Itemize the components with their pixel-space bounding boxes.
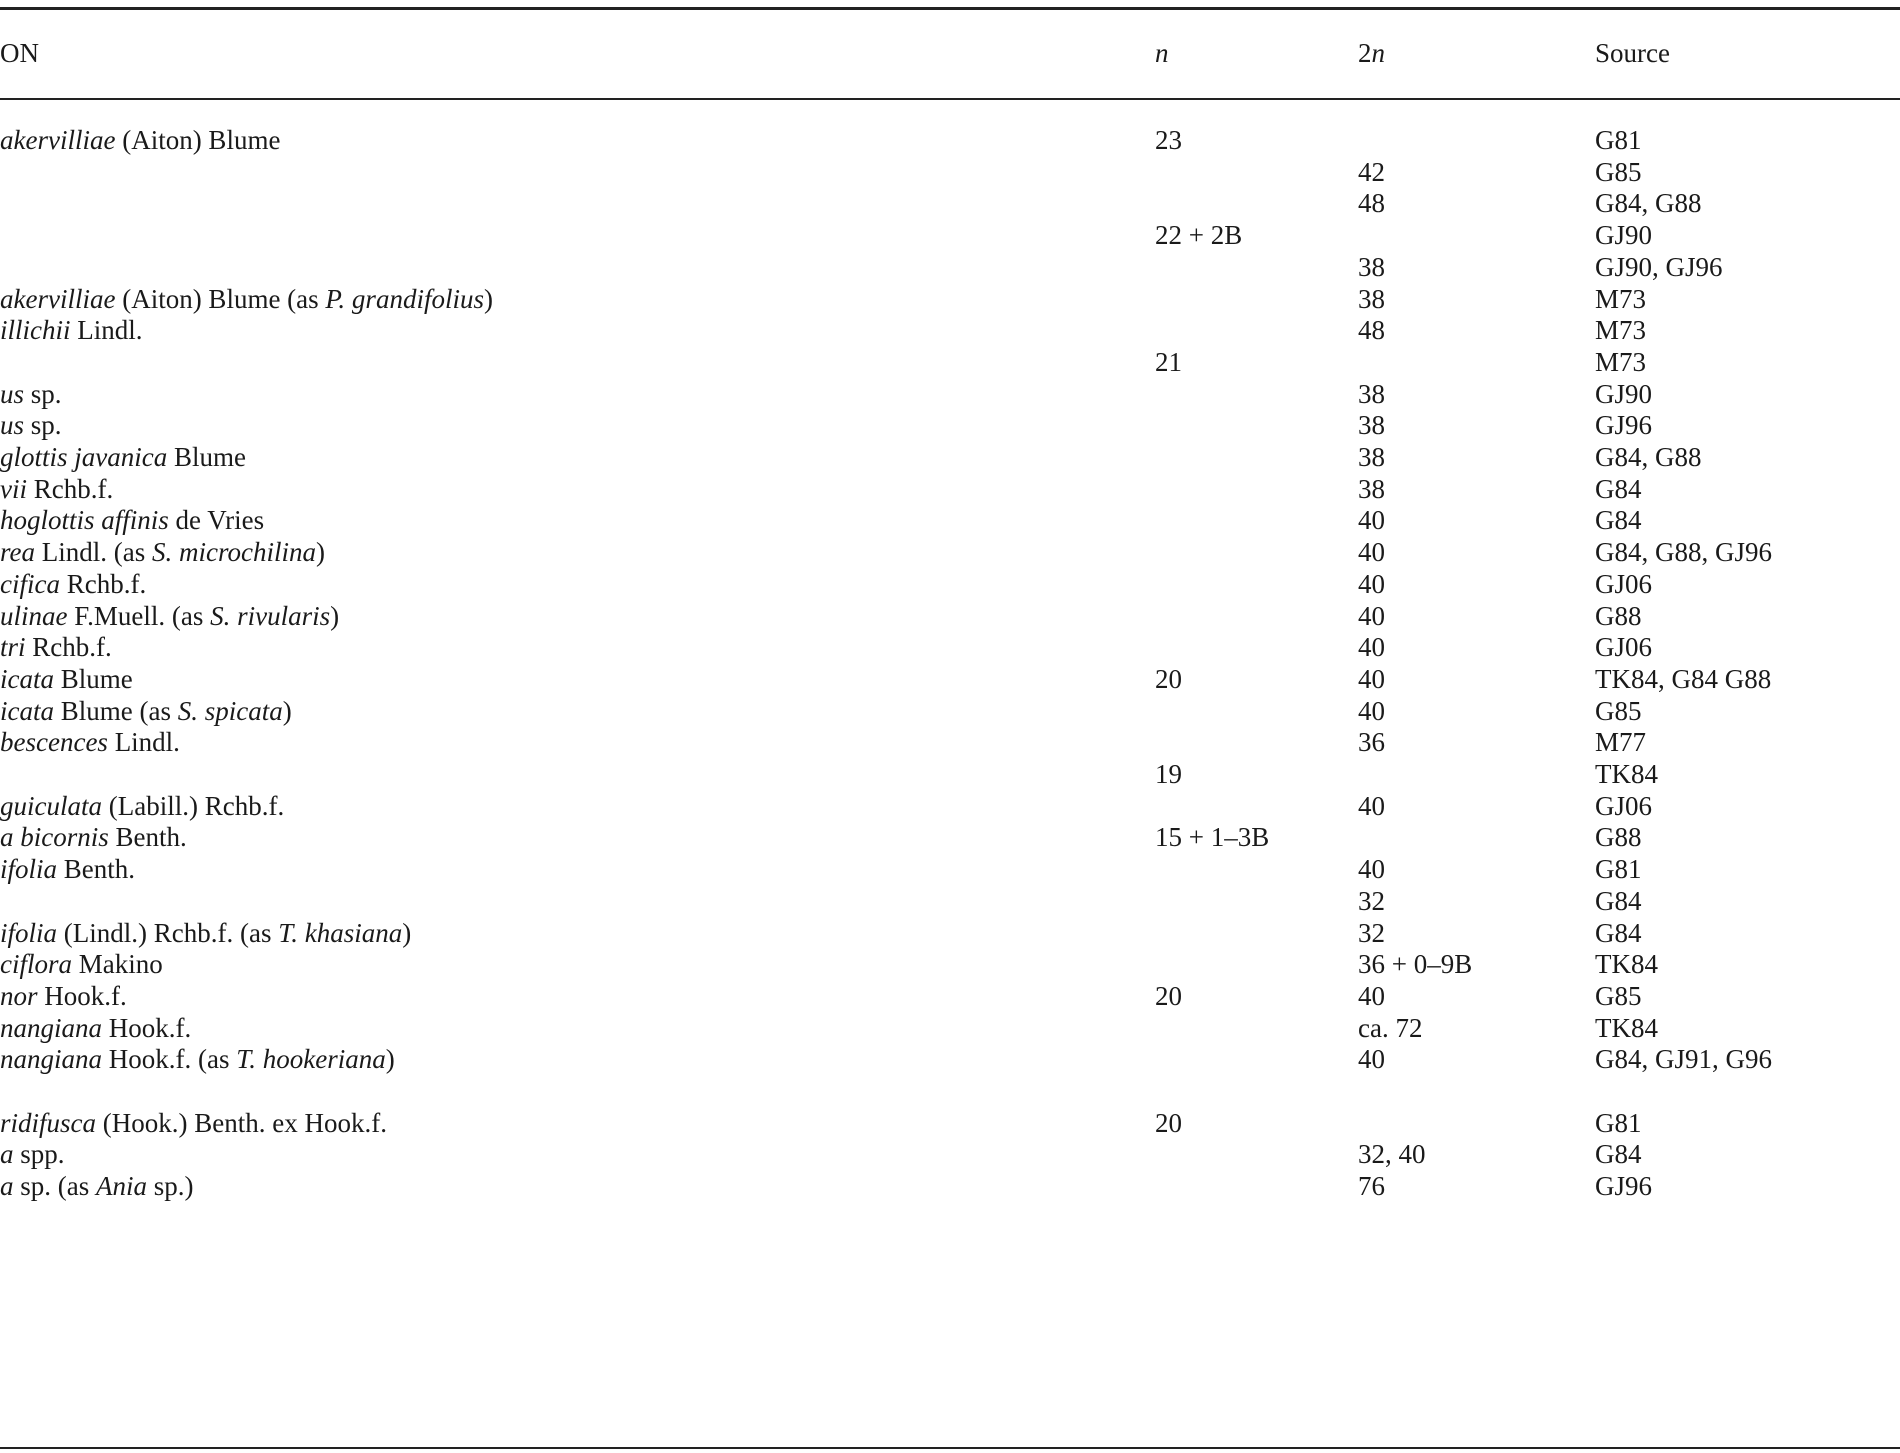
cell-2n: 40 [1358,790,1385,821]
taxon-name-italic: hoglottis affinis [0,505,169,536]
taxon-text: Hook.f. (as [102,1044,237,1075]
taxon-text: sp. (as [13,1171,96,1202]
taxon-name-italic: T. hookeriana [236,1044,386,1075]
cell-source: G81 [1595,854,1642,885]
cell-source: G84 [1595,917,1642,948]
cell-source: G84 [1595,473,1642,504]
cell-2n: 76 [1358,1171,1385,1202]
taxon-text: (Aiton) Blume [115,125,281,155]
taxon-text: de Vries [168,505,265,536]
table-row [0,1167,1900,1205]
taxon-name-italic: glottis javanica [0,442,168,472]
taxon-name-italic: nor [0,980,38,1011]
taxon-text: ) [315,537,325,568]
taxon-name-italic: icata [0,663,54,694]
cell-2n: 32, 40 [1358,1139,1426,1170]
cell-n: 21 [1155,346,1182,377]
cell-source: GJ90, GJ96 [1595,251,1723,282]
taxon-text: ) [402,917,412,948]
cell-2n: 32 [1358,917,1385,948]
cell-2n: 40 [1358,854,1385,885]
cell-2n: 38 [1358,251,1385,282]
taxon-text: (Lindl.) Rchb.f. (as [57,917,279,948]
taxon-name-italic: guiculata [0,790,102,821]
taxon-name-italic: a bicornis [0,822,109,853]
taxon-name-italic: us [0,410,25,441]
taxon-name-italic: akervilliae [0,283,116,314]
taxon-name-italic: ridifusca [0,1107,97,1138]
taxon-name-italic: vii [0,473,27,504]
cell-n: 20 [1155,1107,1182,1138]
cell-source: G84, G88 [1595,442,1702,472]
cell-source: M73 [1595,315,1647,346]
cell-n: 20 [1155,980,1182,1011]
taxon-text: Lindl. (as [35,537,152,568]
taxon-text: (Hook.) Benth. ex Hook.f. [96,1107,387,1138]
taxon-name-italic: a [0,1171,14,1202]
cell-source: M73 [1595,346,1647,377]
cell-source: M73 [1595,283,1647,314]
cell-source: G84, G88 [1595,188,1702,219]
taxon-name-italic: ciflora [0,949,72,980]
taxon-text: ) [282,695,292,726]
cell-source: G85 [1595,156,1642,187]
taxon-text: F.Muell. (as [67,600,211,631]
taxon-name-italic: rea [0,537,35,568]
taxon-text: ) [330,600,340,631]
cell-source: GJ06 [1595,568,1653,599]
cell-2n: 40 [1358,980,1385,1011]
header-2n [1358,36,1385,70]
taxon-name-italic: us [0,378,25,409]
cell-source: G88 [1595,600,1642,631]
cell-2n: 38 [1358,442,1385,472]
taxon-text: Rchb.f. [25,632,112,663]
taxon-text: Lindl. [70,315,143,346]
taxon-text: Hook.f. [102,1012,192,1043]
taxon-name-italic: icata [0,695,54,726]
cell-2n: 40 [1358,505,1385,536]
cell-2n: 40 [1358,695,1385,726]
cell-source: G84, GJ91, G96 [1595,1044,1773,1075]
cell-source: TK84 [1595,759,1658,789]
taxon-name-italic: bescences [0,727,108,758]
taxon-name-italic: akervilliae [0,125,116,155]
cell-2n: 48 [1358,315,1385,346]
cell-n: 20 [1155,663,1182,694]
taxon-text: ) [385,1044,395,1075]
cell-source: G84 [1595,885,1642,916]
cell-2n: 48 [1358,188,1385,219]
cell-source: G84, G88, GJ96 [1595,537,1773,568]
taxon-name-italic: P. grandifolius [325,283,484,314]
cell-2n: 40 [1358,600,1385,631]
cell-source: G81 [1595,125,1642,155]
taxon-text: Benth. [108,822,187,853]
header-2n-variable: n [1371,38,1385,68]
cell-2n: 38 [1358,473,1385,504]
cell-n: 22 + 2B [1155,220,1243,251]
taxon-text: ) [483,283,493,314]
cell-2n: 40 [1358,632,1385,663]
cell-n: 15 + 1–3B [1155,822,1270,853]
taxon-name-italic: nangiana [0,1012,103,1043]
cell-2n: 40 [1358,1044,1385,1075]
cell-2n: 40 [1358,568,1385,599]
taxon-text: Rchb.f. [27,473,114,504]
header-source: Source [1595,38,1670,68]
cell-source: GJ06 [1595,632,1653,663]
cell-2n: 32 [1358,885,1385,916]
cell-source: G84 [1595,505,1642,536]
taxon-name-italic: S. spicata [177,695,283,726]
cell-source: GJ96 [1595,1171,1653,1202]
cell-2n: 42 [1358,156,1385,187]
taxon-name-italic: nangiana [0,1044,103,1075]
cell-source: G85 [1595,980,1642,1011]
cell-2n: 38 [1358,378,1385,409]
cell-2n: 36 + 0–9B [1358,949,1473,980]
cell-2n: 38 [1358,410,1385,441]
cell-2n: 40 [1358,537,1385,568]
cell-2n: 36 [1358,727,1385,758]
cell-2n: ca. 72 [1358,1012,1423,1043]
taxon-name-italic: ulinae [0,600,68,631]
taxon-text: spp. [13,1139,65,1170]
table-bottom-rule [0,1447,1900,1449]
taxon-text: Makino [72,949,163,980]
table-top-rule [0,7,1900,10]
header-n: n [1155,38,1169,68]
taxon-text: Blume (as [54,695,178,726]
taxon-text: sp.) [147,1171,194,1202]
header-2n-number: 2 [1358,38,1372,68]
taxon-text: Benth. [57,854,136,885]
taxon-text: (Labill.) Rchb.f. [102,790,285,821]
cell-source: G85 [1595,695,1642,726]
cell-n: 19 [1155,759,1182,789]
cell-source: TK84 [1595,1012,1658,1043]
taxon-text: Blume [54,663,133,694]
taxon-text: sp. [24,378,62,409]
taxon-name-italic: S. microchilina [151,537,316,568]
taxon-name-italic: cifica [0,568,60,599]
cell-source: G84 [1595,1139,1642,1170]
taxon-text: Hook.f. [37,980,127,1011]
cell-n: 23 [1155,125,1182,155]
taxon-text: Lindl. [107,727,180,758]
table-row [0,1040,1900,1078]
taxon-text: Rchb.f. [59,568,147,599]
cell-source: TK84, G84 G88 [1595,663,1772,694]
taxon-name-italic: a [0,1139,14,1170]
taxon-name-italic: S. rivularis [210,600,331,631]
taxon-name-italic: ifolia [0,917,58,948]
cell-2n: 40 [1358,663,1385,694]
taxon-name-italic: tri [0,632,26,663]
taxon-name-italic: Ania [96,1171,147,1202]
cell-source: GJ90 [1595,378,1653,409]
taxon-name-italic: illichii [0,315,71,346]
header-taxon: ON [0,38,39,68]
cell-source: G81 [1595,1107,1642,1138]
cell-source: G88 [1595,822,1642,853]
cell-source: GJ90 [1595,220,1653,251]
taxon-name-italic: T. khasiana [278,917,403,948]
table-header-rule [0,98,1900,100]
cell-source: M77 [1595,727,1647,758]
taxon-text: Blume [167,442,246,472]
cell-source: GJ96 [1595,410,1653,441]
taxon-text: (Aiton) Blume (as [115,283,326,314]
cell-taxon [0,1040,395,1078]
cell-2n: 38 [1358,283,1385,314]
cell-source: GJ06 [1595,790,1653,821]
taxon-text: sp. [24,410,62,441]
cell-source: TK84 [1595,949,1658,980]
taxon-name-italic: ifolia [0,854,58,885]
cell-taxon [0,1167,194,1205]
